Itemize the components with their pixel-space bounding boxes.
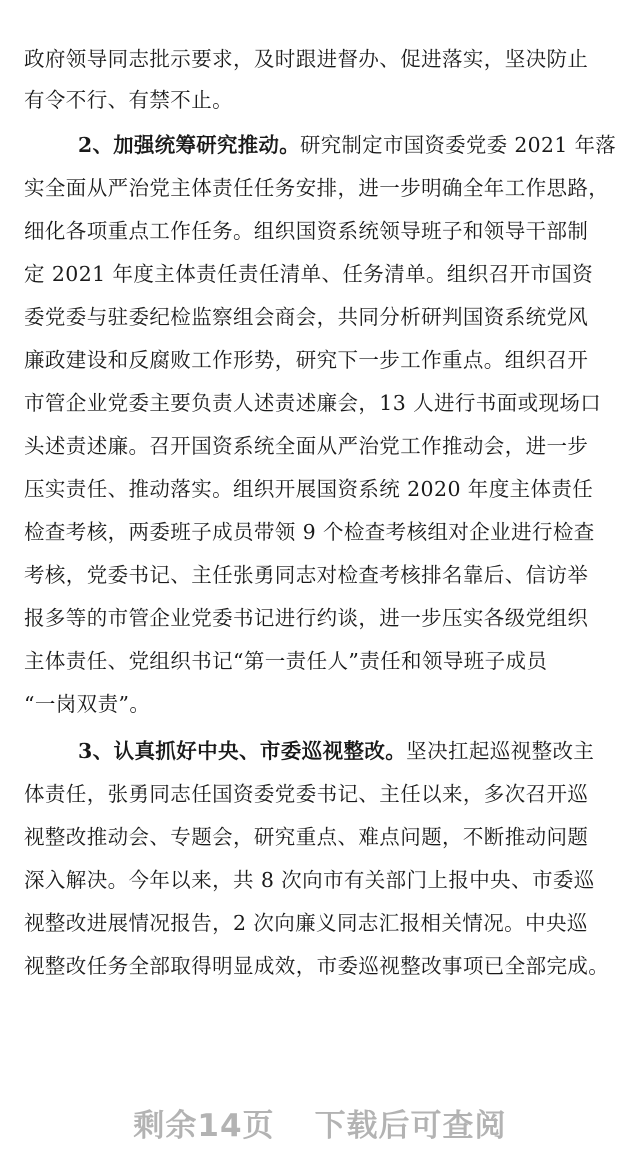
paragraph-line: 委党委与驻委纪检监察组会商会，共同分析研判国资系统党风 (24, 305, 589, 329)
paragraph-line: 检查考核，两委班子成员带领 9 个检查考核组对企业进行检查 (24, 520, 595, 544)
paragraph-line: 主体责任、党组织书记“第一责任人”责任和领导班子成员 (24, 649, 548, 673)
paragraph-line: 头述责述廉。召开国资系统全面从严治党工作推动会，进一步 (24, 434, 589, 458)
paragraph-line: 廉政建设和反腐败工作形势，研究下一步工作重点。组织召开 (24, 348, 589, 372)
paragraph-line: 定 2021 年度主体责任责任清单、任务清单。组织召开市国资 (24, 262, 594, 286)
download-prompt[interactable] (0, 1100, 640, 1145)
paragraph-line: 体责任，张勇同志任国资委党委书记、主任以来，多次召开巡 (24, 782, 589, 806)
paragraph-line: 考核，党委书记、主任张勇同志对检查考核排名靠后、信访举 (24, 563, 589, 587)
paragraph-line: 深入解决。今年以来，共 8 次向市有关部门上报中央、市委巡 (24, 868, 595, 892)
remaining-pages-label: 剩余14页 (133, 1108, 275, 1144)
paragraph-line: 实全面从严治党主体责任任务安排，进一步明确全年工作思路， (24, 176, 610, 200)
paragraph-line: 报多等的市管企业党委书记进行约谈，进一步压实各级党组织 (24, 606, 589, 630)
section-3-first-line (78, 736, 594, 766)
paragraph-line: 细化各项重点工作任务。组织国资系统领导班子和领导干部制 (24, 219, 589, 243)
paragraph-line: 市管企业党委主要负责人述责述廉会，13 人进行书面或现场口 (24, 391, 602, 415)
paragraph-line: 视整改进展情况报告，2 次向廉义同志汇报相关情况。中央巡 (24, 911, 588, 935)
section-2-heading: 2、加强统筹研究推动。 (78, 133, 301, 157)
paragraph-text: 研究制定市国资委党委 2021 年落 (300, 133, 617, 157)
section-3-heading: 3、认真抓好中央、市委巡视整改。 (78, 739, 407, 763)
paragraph-line: 视整改推动会、专题会，研究重点、难点问题，不断推动问题 (24, 825, 589, 849)
paragraph-line: 有令不行、有禁不止。 (24, 88, 233, 112)
paragraph-line: 压实责任、推动落实。组织开展国资系统 2020 年度主体责任 (24, 477, 594, 501)
paragraph-line: 政府领导同志批示要求，及时跟进督办、促进落实，坚决防止 (24, 47, 589, 71)
download-to-view-label[interactable]: 下载后可查阅 (314, 1108, 507, 1144)
section-2-first-line (78, 130, 616, 160)
paragraph-line: 视整改任务全部取得明显成效，市委巡视整改事项已全部完成。 (24, 954, 610, 978)
paragraph-text: 坚决扛起巡视整改主 (406, 739, 595, 763)
paragraph-line: “一岗双责”。 (24, 692, 151, 716)
